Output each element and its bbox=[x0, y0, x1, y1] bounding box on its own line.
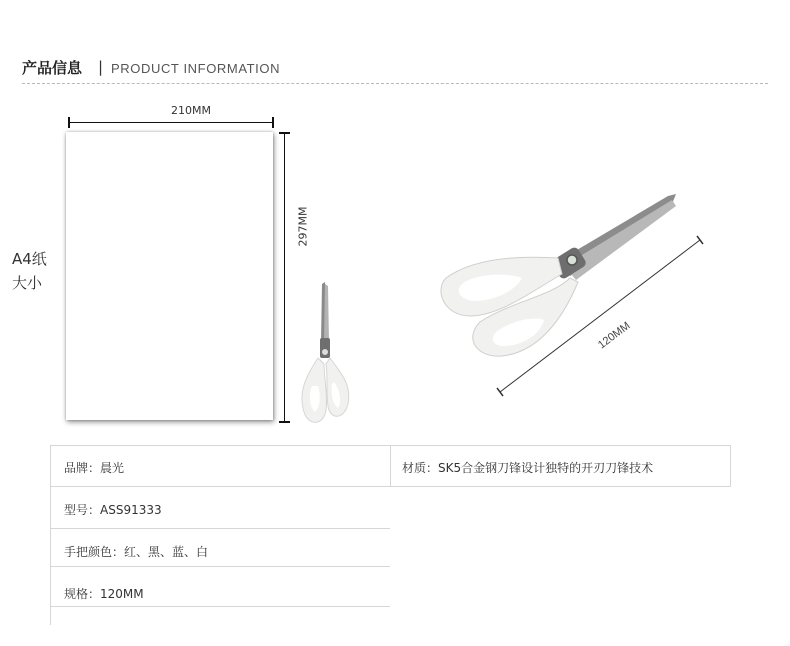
scissors-large-image bbox=[436, 186, 716, 402]
table-row-divider bbox=[50, 606, 390, 607]
paper-height-tick-bottom bbox=[279, 421, 290, 423]
paper-height-line bbox=[284, 133, 285, 422]
paper-size-label-line2: 大小 bbox=[12, 274, 43, 292]
scissors-length-label: 120MM bbox=[595, 319, 633, 352]
spec-size: 规格：120MM bbox=[64, 587, 144, 601]
paper-height-label: 297MM bbox=[296, 206, 310, 247]
title-separator: | bbox=[98, 58, 104, 76]
table-row-divider bbox=[50, 528, 390, 529]
paper-size-label bbox=[12, 247, 47, 295]
paper-height-tick-top bbox=[279, 132, 290, 134]
table-row-divider bbox=[50, 566, 390, 567]
section-title-cn: 产品信息 bbox=[22, 59, 83, 77]
scissors-large-icon bbox=[441, 194, 676, 356]
paper-width-line bbox=[69, 122, 274, 123]
a4-paper-image bbox=[66, 132, 273, 420]
scissors-small-icon bbox=[302, 282, 349, 422]
spec-model: 型号：ASS91333 bbox=[64, 503, 162, 517]
scissors-length-tick-end bbox=[697, 236, 703, 244]
scissors-length-tick-start bbox=[497, 388, 503, 396]
table-row-divider bbox=[50, 486, 731, 487]
paper-size-label-line1: A4纸 bbox=[12, 250, 47, 268]
table-border-right bbox=[730, 445, 731, 486]
section-title-en: PRODUCT INFORMATION bbox=[111, 61, 281, 76]
scissors-small-image bbox=[294, 280, 356, 430]
paper-width-label: 210MM bbox=[171, 104, 211, 117]
spec-material: 材质：SK5合金钢刀锋设计独特的开刃刀锋技术 bbox=[402, 461, 654, 475]
spec-brand: 品牌：晨光 bbox=[64, 461, 125, 475]
paper-width-tick-right bbox=[272, 117, 274, 128]
table-column-divider bbox=[390, 445, 391, 486]
paper-width-tick-left bbox=[68, 117, 70, 128]
header-divider bbox=[22, 83, 768, 84]
spec-handle-colors: 手把颜色：红、黑、蓝、白 bbox=[64, 545, 209, 559]
table-border-left bbox=[50, 445, 51, 625]
